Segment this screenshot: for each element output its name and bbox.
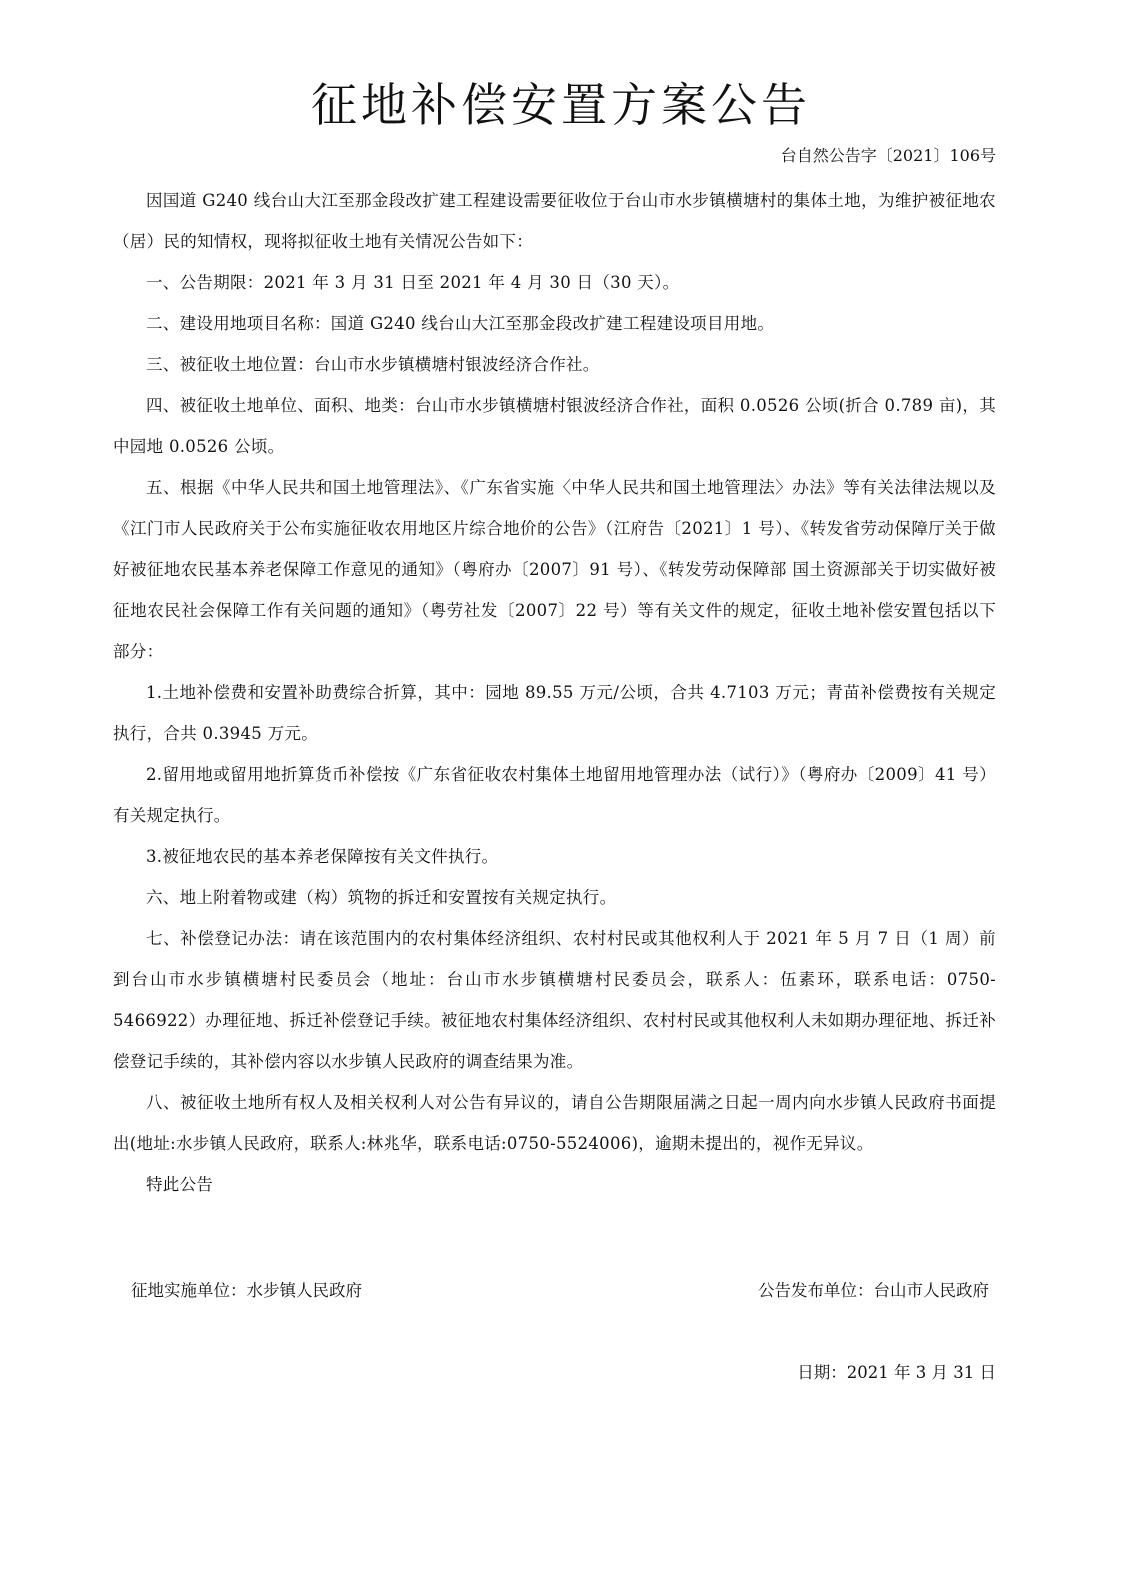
paragraph-compensation-3: 3.被征地农民的基本养老保障按有关文件执行。 [146, 847, 499, 866]
paragraph-compensation-2: 2.留用地或留用地折算货币补偿按《广东省征收农村集体土地留用地管理办法（试行）》（粤府办〔2009〕41 号）有关规定执行。 [113, 765, 996, 825]
notice-date: 日期：2021 年 3 月 31 日 [797, 1363, 996, 1382]
notice-body [113, 180, 996, 1205]
issuing-unit: 公告发布单位：台山市人民政府 [758, 1281, 989, 1300]
paragraph-registration: 七、补偿登记办法：请在该范围内的农村集体经济组织、农村村民或其他权利人于 2021 年 5 月 7 日（1 周）前到台山市水步镇横塘村民委员会（地址：台山市水步镇横塘村民委员会，联系人：伍素环，联系电话：0750-5466922）办理征地、拆迁补偿登记手续。被征地农村集体经济组织、农村村民或其他权利人未如期办理征地、拆迁补偿登记手续的，其补偿内容以水步镇人民政府的调查结果为准。 [113, 929, 996, 1071]
paragraph-closing: 特此公告 [146, 1175, 214, 1194]
paragraph-legal-basis: 五、根据《中华人民共和国土地管理法》、《广东省实施〈中华人民共和国土地管理法〉办法》等有关法律法规以及《江门市人民政府关于公布实施征收农用地区片综合地价的公告》（江府告〔2021〕1 号）、《转发省劳动保障厅关于做好被征地农民基本养老保障工作意见的通知》（粤府办〔2007〕91 号）、《转发劳动保障部 国土资源部关于切实做好被征地农民社会保障工作有关问题的通知》（粤劳社发〔2007〕22 号）等有关文件的规定，征收土地补偿安置包括以下部分： [113, 478, 996, 661]
document-number: 台自然公告字〔2021〕106号 [780, 146, 996, 165]
paragraph-period: 一、公告期限：2021 年 3 月 31 日至 2021 年 4 月 30 日（30 天）。 [146, 273, 680, 292]
paragraph-objection: 八、被征收土地所有权人及相关权利人对公告有异议的，请自公告期限届满之日起一周内向水步镇人民政府书面提出(地址:水步镇人民政府，联系人:林兆华，联系电话:0750-5524006)，逾期未提出的，视作无异议。 [113, 1093, 996, 1153]
paragraph-area: 四、被征收土地单位、面积、地类：台山市水步镇横塘村银波经济合作社，面积 0.0526 公顷(折合 0.789 亩)，其中园地 0.0526 公顷。 [113, 396, 996, 456]
implementing-unit: 征地实施单位：水步镇人民政府 [131, 1281, 362, 1300]
page-title: 征地补偿安置方案公告 [311, 78, 811, 132]
paragraph-project-name: 二、建设用地项目名称：国道 G240 线台山大江至那金段改扩建工程建设项目用地。 [146, 314, 775, 333]
paragraph-intro: 因国道 G240 线台山大江至那金段改扩建工程建设需要征收位于台山市水步镇横塘村的集体土地，为维护被征地农（居）民的知情权，现将拟征收土地有关情况公告如下： [113, 191, 996, 251]
paragraph-demolition: 六、地上附着物或建（构）筑物的拆迁和安置按有关规定执行。 [146, 888, 617, 907]
paragraph-compensation-1: 1.土地补偿费和安置补助费综合折算，其中：园地 89.55 万元/公顷，合共 4.7103 万元；青苗补偿费按有关规定执行，合共 0.3945 万元。 [113, 683, 996, 743]
paragraph-location: 三、被征收土地位置：台山市水步镇横塘村银波经济合作社。 [146, 355, 600, 374]
